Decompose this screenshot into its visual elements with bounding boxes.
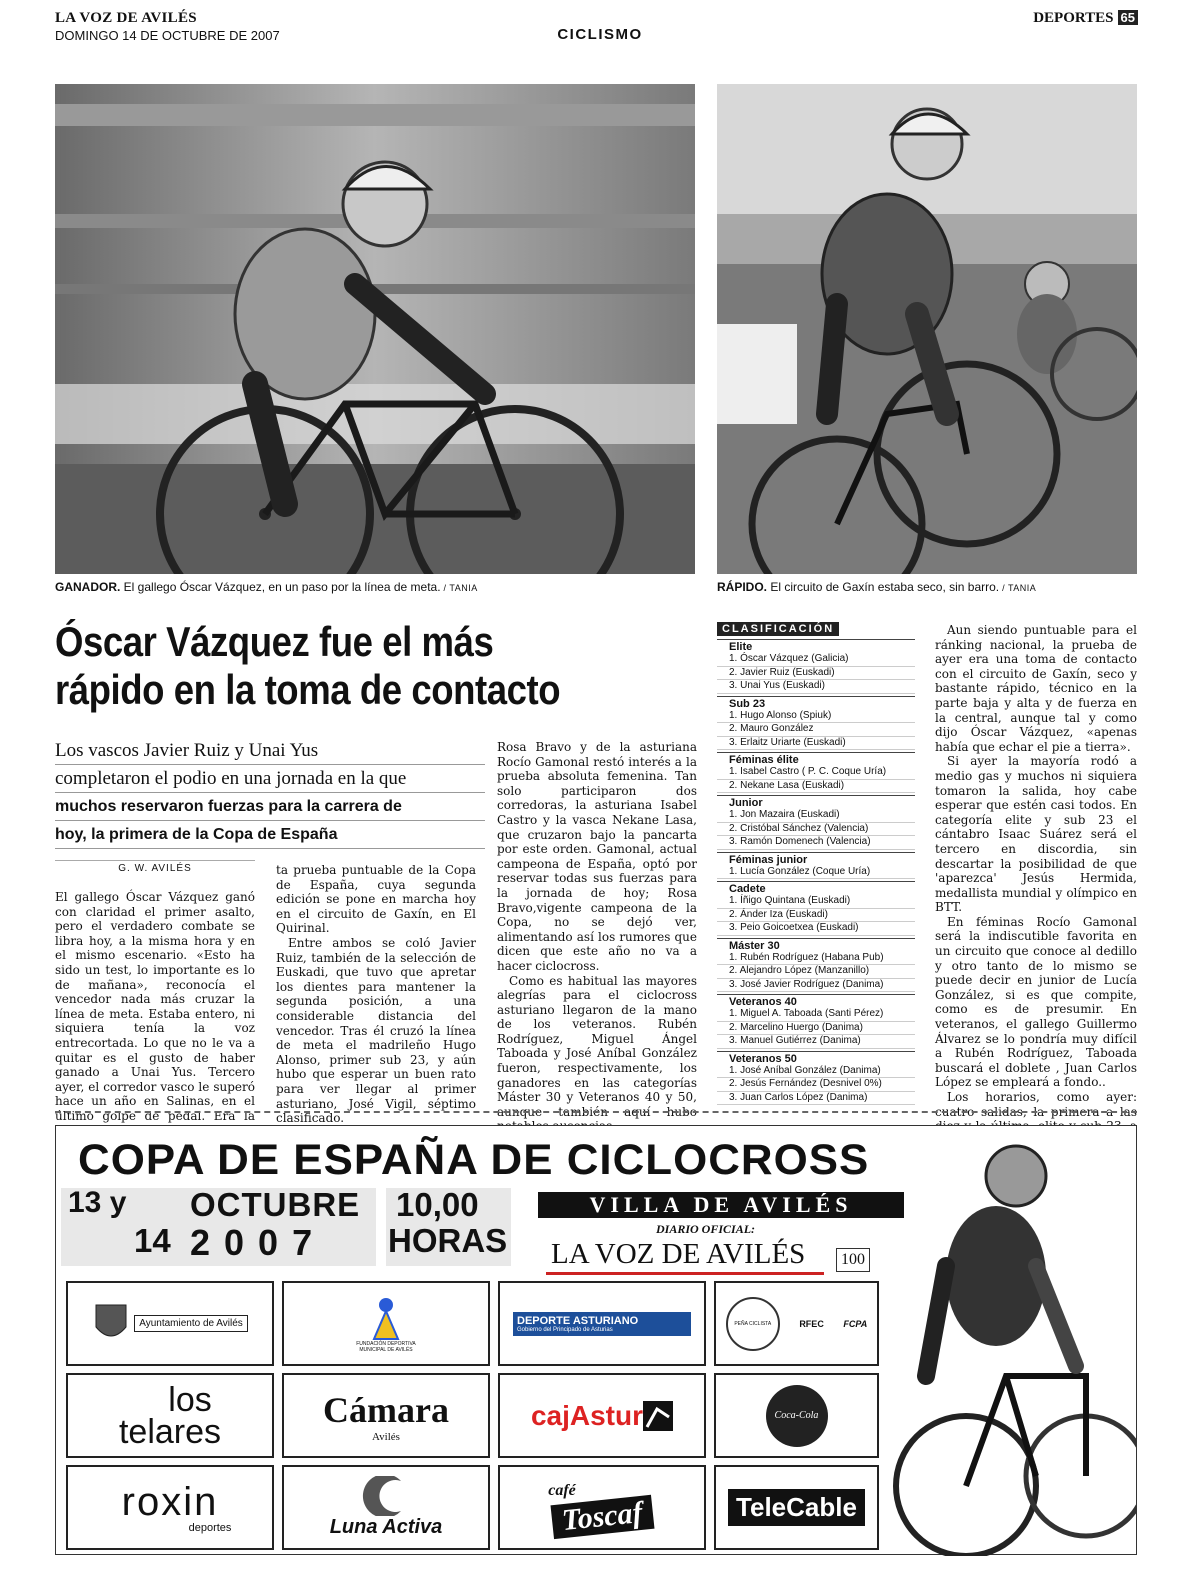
deporte-banner	[513, 1312, 691, 1336]
classification-row: 1. Íñigo Quintana (Euskadi)	[717, 895, 915, 909]
classification-table	[717, 619, 915, 1105]
sponsor-roxin	[66, 1465, 274, 1550]
classification-category: Junior	[717, 795, 915, 809]
deporte-title: DEPORTE ASTURIANO	[517, 1314, 639, 1327]
classification-row: 1. Lucía González (Coque Uría)	[717, 866, 915, 880]
ad-year: 2 0 0 7	[190, 1222, 315, 1263]
classification-row: 2. Ánder Iza (Euskadi)	[717, 909, 915, 923]
classification-category: Veteranos 40	[717, 994, 915, 1008]
telares-word-2: telares	[118, 1412, 222, 1451]
ad-newspaper-underline	[546, 1272, 824, 1275]
column-2-paragraph-1: ta prueba puntuable de la Copa de España, cuya segunda edición se pone en marcha hoy en el circuito de Gaxín, en El Quirinal.	[276, 863, 476, 936]
photo-caption-1	[55, 580, 695, 594]
column-5-paragraph-4: Los horarios, como ayer: cuatro salidas, la primera a las	[935, 1090, 1137, 1119]
ad-separator	[55, 1111, 1137, 1113]
ad-time: 10,00	[396, 1186, 479, 1223]
ad-month: OCTUBRE	[190, 1186, 361, 1223]
caption-text-1: El gallego Óscar Vázquez, en un paso por la línea de meta.	[120, 580, 441, 594]
section-label	[1033, 10, 1138, 27]
sponsor-cocacola	[714, 1373, 879, 1458]
photo-caption-2	[717, 580, 1137, 594]
fundacion-logo-icon	[366, 1295, 406, 1341]
caption-text-2: El circuito de Gaxín estaba seco, sin barro.	[767, 580, 1000, 594]
classification-row: 3. Manuel Gutiérrez (Danima)	[717, 1035, 915, 1049]
column-5-paragraph-2: Si ayer la mayoría rodó a medio gas y muchos ni siquiera tomaron la salida, hoy cabe esperar que estén casi todos. En categoría elite y sub 23 el cántabro Isaac Suárez será el tercero en discordia, sin descartar la posibilidad de que 'aparezca' Jesús Hermida, medallista mundial y olímpico en BTT.	[935, 754, 1137, 915]
photo-fast	[717, 84, 1137, 574]
article-subhead	[55, 737, 485, 849]
cajastur-logo: cajAstur	[530, 1399, 644, 1431]
article-column-2	[276, 863, 476, 1140]
subhead-line-1: Los vascos Javier Ruiz y Unai Yus	[55, 737, 485, 765]
classification-category: Sub 23	[717, 696, 915, 710]
ad-anniversary: 100	[836, 1248, 870, 1272]
section-name: DEPORTES	[1033, 10, 1114, 26]
sponsor-luna-activa	[282, 1465, 490, 1550]
coat-of-arms-icon	[92, 1301, 130, 1346]
classification-row: 3. Unai Yus (Euskadi)	[717, 680, 915, 694]
byline: G. W. AVILÉS	[55, 860, 255, 874]
classification-row: 1. Rubén Rodríguez (Habana Pub)	[717, 952, 915, 966]
sponsor-ayuntamiento	[66, 1281, 274, 1366]
headline-line-1: Óscar Vázquez fue el más	[55, 618, 494, 665]
ad-date-1: 13 y	[68, 1186, 127, 1219]
roxin-subtitle: deportes	[188, 1521, 232, 1534]
subhead-line-3: muchos reservaron fuerzas para la carrera de	[55, 793, 485, 821]
sponsor-cajastur	[498, 1373, 706, 1458]
article-headline	[55, 618, 621, 714]
page-number: 65	[1118, 10, 1138, 25]
sponsor-fundacion	[282, 1281, 490, 1366]
deporte-subtitle: Gobierno del Principado de Asturias	[517, 1326, 613, 1333]
caption-lead-1: GANADOR.	[55, 580, 121, 594]
caption-lead-2: RÁPIDO.	[717, 580, 768, 594]
cocacola-disc	[766, 1385, 828, 1447]
sponsor-los-telares	[66, 1373, 274, 1458]
column-2-paragraph-2: Entre ambos se coló Javier Ruiz, también de la selección de Euskadi, que tuvo que apretar los dientes para mantener la segunda posición, a una considerable distancia del vencedor. Tras él cruzó la línea de meta el madrileño Hugo Alonso, primer sub 23, y aún hubo que esperar un buen rato para ver llegar al primer asturiano, José Vigil, séptimo clasificado.	[276, 935, 476, 1126]
ayuntamiento-label: Ayuntamiento de Avilés	[134, 1315, 248, 1332]
column-3-paragraph-1: Rosa Bravo y de la asturiana Rocío Gamonal restó interés a la prueba absoluta femenina. Tan solo participaron dos corredoras, la asturiana Isabel Castro y la vasca Nekane Lasa, que cruzaron bajo la pancarta por este orden. Gamonal, actual campeona de España, optó por reservar todas sus fuerzas para la jornada de hoy; Rosa Bravo,vigente campeona de la Copa, no se dejó ver, alimentando así los rumores que dicen que este año no va a hacer ciclocross.	[497, 740, 697, 973]
telecable-logo: TeleCable	[728, 1489, 865, 1526]
column-5-paragraph-3: En féminas Rocío Gamonal será la indiscutible favorita en un circuito que conoce al dedillo y otro tanto de lo mismo se puede decir en junior de Lucía González, si es que compite, como es de presumir. En veteranos, el gallego Guillermo Álvarez se lo pondría muy difícil a Rubén Rodríguez, Taboada buscará el doblete , Juan Carlos López se empleará a fondo..	[935, 914, 1137, 1090]
ad-date-2: 14	[134, 1222, 171, 1259]
pena-ciclista-label: PEÑA CICLISTA	[734, 1320, 772, 1327]
ad-title: COPA DE ESPAÑA DE CICLOCROSS	[78, 1136, 870, 1184]
cyclist-photo-1	[55, 84, 695, 574]
classification-row: 1. José Aníbal González (Danima)	[717, 1065, 915, 1079]
sponsor-deporte-asturiano	[498, 1281, 706, 1366]
ad-time-label: HORAS	[388, 1222, 508, 1259]
article-column-1	[55, 890, 255, 1138]
cafe-label: café	[548, 1481, 576, 1499]
sponsor-camara	[282, 1373, 490, 1458]
section-title: CICLISMO	[557, 26, 643, 43]
classification-row: 3. Erlaitz Uriarte (Euskadi)	[717, 737, 915, 751]
photo-winner	[55, 84, 695, 574]
telares-word-1: los	[168, 1380, 212, 1419]
advertisement	[55, 1125, 1137, 1555]
photo-credit-2: / TANIA	[999, 583, 1037, 593]
classification-category: Féminas élite	[717, 752, 915, 766]
luna-logo: Luna Activa	[329, 1516, 443, 1538]
classification-row: 1. Óscar Vázquez (Galicia)	[717, 653, 915, 667]
fundacion-label: FUNDACIÓN DEPORTIVA MUNICIPAL DE AVILÉS	[356, 1340, 416, 1353]
classification-list	[717, 639, 915, 1105]
ad-newspaper-logo: LA VOZ DE AVILÉS	[551, 1238, 806, 1270]
camara-logo: Cámara	[323, 1389, 449, 1430]
cocacola-logo: Coca-Cola	[774, 1410, 819, 1421]
classification-row: 1. Jon Mazaira (Euskadi)	[717, 809, 915, 823]
fcpa-logo: FCPA	[843, 1318, 868, 1329]
ad-villa-banner: VILLA DE AVILÉS	[538, 1192, 904, 1218]
luna-moon-icon	[356, 1476, 416, 1516]
pena-ciclista-logo	[726, 1297, 780, 1351]
classification-row: 2. Javier Ruiz (Euskadi)	[717, 667, 915, 681]
classification-category: Cadete	[717, 881, 915, 895]
classification-row: 3. José Javier Rodríguez (Danima)	[717, 979, 915, 993]
column-3-paragraph-2: Como es habitual las mayores alegrías para el ciclocross asturiano llegaron de la mano de los veteranos. Rubén Rodríguez, Miguel Ángel Taboada y José Aníbal González fueron, respectivamente, los ganadores en las categorías Máster 30 y Veteranos 40 y 50, aunque también aquí hubo	[497, 973, 697, 1119]
rfec-logo: RFEC	[799, 1318, 824, 1329]
newspaper-name: LA VOZ DE AVILÉS	[55, 10, 197, 26]
classification-row: 1. Isabel Castro ( P. C. Coque Uría)	[717, 766, 915, 780]
classification-category: Féminas junior	[717, 852, 915, 866]
sponsor-toscaf	[498, 1465, 706, 1550]
issue-date: DOMINGO 14 DE OCTUBRE DE 2007	[55, 28, 280, 43]
camara-subtitle: Avilés	[372, 1430, 400, 1443]
column-1-paragraph: El gallego Óscar Vázquez ganó con claridad el primer asalto, pero el verdadero combate se libra hoy, a la misma hora y en el mismo escenario. «Esto ha sido un test, lo importante es lo de mañana», reconocía el vencedor nada más cruzar la línea de meta. Estaba entero, ni siquiera tenía la voz entrecortada. Lo que no le va a quitar es el gusto de haber ganado a Unai Yus. Tercero ayer, el corredor vasco le superó hace un año en Salinas, en el último golpe de pedal. Era la	[55, 890, 255, 1123]
cajastur-icon	[643, 1401, 673, 1431]
toscaf-logo: Toscaf	[550, 1494, 654, 1538]
classification-row: 3. Juan Carlos López (Danima)	[717, 1092, 915, 1106]
classification-category: Elite	[717, 639, 915, 653]
classification-row: 2. Marcelino Huergo (Danima)	[717, 1022, 915, 1036]
classification-row: 3. Ramón Domenech (Valencia)	[717, 836, 915, 850]
classification-row: 3. Peio Goicoetxea (Euskadi)	[717, 922, 915, 936]
classification-row: 2. Cristóbal Sánchez (Valencia)	[717, 823, 915, 837]
sponsor-federations	[714, 1281, 879, 1366]
classification-category: Veteranos 50	[717, 1051, 915, 1065]
ad-diario: DIARIO OFICIAL:	[656, 1222, 756, 1236]
sponsor-telecable	[714, 1465, 879, 1550]
classification-row: 1. Hugo Alonso (Spiuk)	[717, 710, 915, 724]
subhead-line-2: completaron el podio en una jornada en la que	[55, 765, 485, 793]
classification-row: 1. Miguel A. Taboada (Santi Pérez)	[717, 1008, 915, 1022]
photo-credit-1: / TANIA	[440, 583, 478, 593]
classification-title: CLASIFICACIÓN	[717, 622, 839, 636]
headline-line-2: rápido en la toma de contacto	[55, 666, 561, 713]
subhead-line-4: hoy, la primera de la Copa de España	[55, 821, 485, 849]
cyclist-photo-2	[717, 84, 1137, 574]
column-5-paragraph-1: Aun siendo puntuable para el ránking nacional, la prueba de ayer era una toma de contacto con el circuito de Gaxín, seco y bastante rápido, técnico en la parte baja y alta y de fuerza en la central, aunque tal y como dijo Óscar Vázquez, «apenas había que echar el pie a tierra».	[935, 623, 1137, 754]
classification-row: 2. Alejandro López (Manzanillo)	[717, 965, 915, 979]
article-column-5	[935, 623, 1137, 1148]
article-column-3	[497, 740, 697, 1134]
classification-row: 2. Mauro González	[717, 723, 915, 737]
classification-row: 2. Jesús Fernández (Desnivel 0%)	[717, 1078, 915, 1092]
ad-cyclist-image	[886, 1126, 1136, 1556]
classification-category: Máster 30	[717, 938, 915, 952]
roxin-logo: roxin	[121, 1479, 219, 1524]
classification-row: 2. Nekane Lasa (Euskadi)	[717, 780, 915, 794]
